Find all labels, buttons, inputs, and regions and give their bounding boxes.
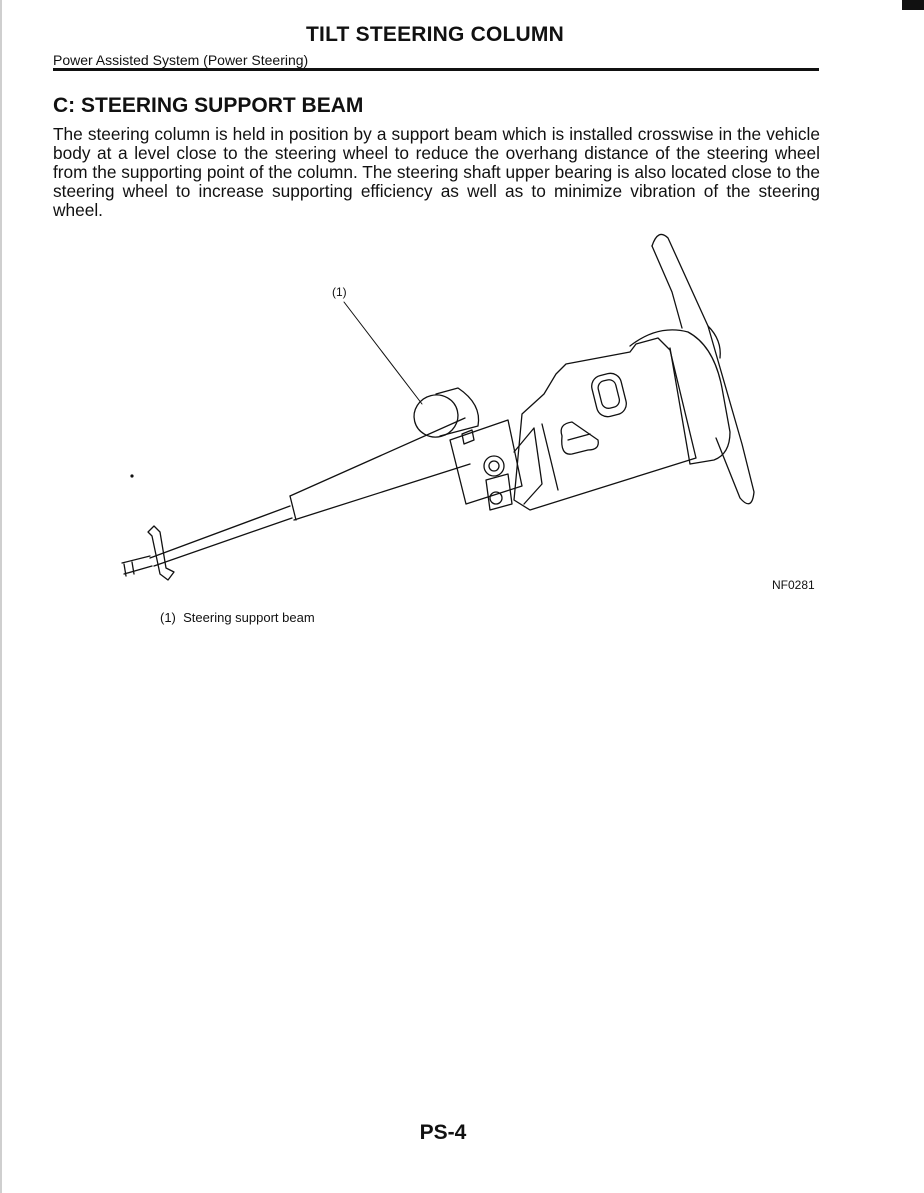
universal-joint-end xyxy=(122,526,174,580)
caption-number: (1) xyxy=(160,610,176,625)
section-subtitle: Power Assisted System (Power Steering) xyxy=(53,52,309,68)
callout-label: (1) xyxy=(332,285,347,299)
page-number: PS-4 xyxy=(419,1121,467,1144)
steering-wheel-rim xyxy=(652,234,754,503)
body-paragraph: The steering column is held in position by a support beam which is installed crosswise in the vehicle body at a level close to the steering wheel to reduce the overhang distance of the steering wheel from the supporting point of the column. The steering shaft upper bearing is also located close to the steering wheel to increase supporting efficiency as well as to minimize vibration of the steering wheel. xyxy=(53,124,820,220)
callout-1 xyxy=(332,285,422,404)
column-bracket xyxy=(450,420,522,510)
page-title: TILT STEERING COLUMN xyxy=(306,23,564,46)
corner-mark xyxy=(902,0,924,10)
header-rule xyxy=(53,68,819,71)
figure-caption xyxy=(160,610,315,625)
column-cover xyxy=(514,338,696,510)
lower-shaft xyxy=(150,418,470,566)
steering-column-figure xyxy=(110,228,830,608)
speck xyxy=(130,474,133,477)
section-heading: C: STEERING SUPPORT BEAM xyxy=(53,94,364,117)
page-edge xyxy=(0,0,2,1193)
caption-text: Steering support beam xyxy=(183,610,315,625)
figure-id: NF0281 xyxy=(772,578,815,592)
